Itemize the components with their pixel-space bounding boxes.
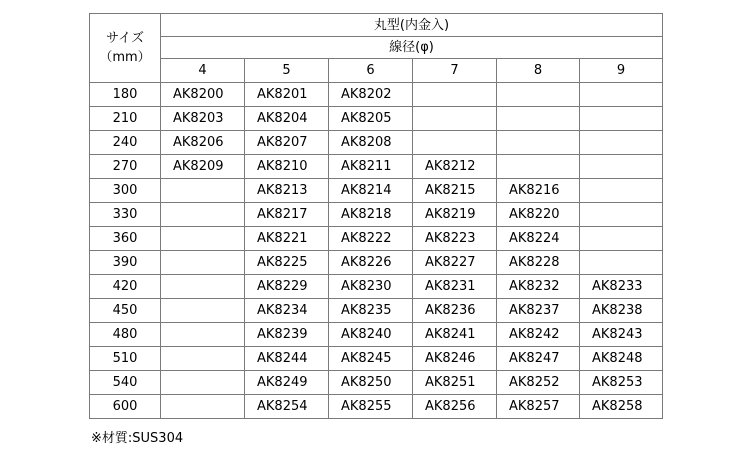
product-code-cell: AK8215 (413, 179, 497, 203)
product-code-cell (497, 155, 580, 179)
size-cell: 270 (90, 155, 161, 179)
diameter-header: 5 (245, 59, 329, 83)
product-code-cell: AK8208 (329, 131, 413, 155)
product-code-cell (161, 299, 245, 323)
table-row (90, 179, 663, 203)
product-code-cell (161, 347, 245, 371)
size-cell: 540 (90, 371, 161, 395)
product-code-cell: AK8227 (413, 251, 497, 275)
product-code-cell: AK8204 (245, 107, 329, 131)
product-code-cell: AK8241 (413, 323, 497, 347)
table-row (90, 83, 663, 107)
product-code-cell: AK8217 (245, 203, 329, 227)
product-code-cell (413, 131, 497, 155)
product-code-cell (497, 107, 580, 131)
table-row (90, 395, 663, 419)
header-row-group (90, 14, 663, 37)
diameter-header: 8 (497, 59, 580, 83)
header-row-sub (90, 37, 663, 59)
table-row (90, 251, 663, 275)
product-code-cell: AK8212 (413, 155, 497, 179)
product-code-cell: AK8222 (329, 227, 413, 251)
product-code-cell: AK8228 (497, 251, 580, 275)
product-code-cell: AK8231 (413, 275, 497, 299)
header-row-diameters (90, 59, 663, 83)
product-code-cell: AK8239 (245, 323, 329, 347)
size-cell: 330 (90, 203, 161, 227)
product-code-cell: AK8225 (245, 251, 329, 275)
spec-table (89, 13, 663, 419)
product-code-cell (580, 251, 663, 275)
product-code-cell: AK8237 (497, 299, 580, 323)
table-row (90, 131, 663, 155)
diameter-header: 6 (329, 59, 413, 83)
group-title: 丸型(内金入) (161, 14, 663, 37)
product-code-cell (413, 107, 497, 131)
product-code-cell: AK8205 (329, 107, 413, 131)
product-code-cell: AK8250 (329, 371, 413, 395)
product-code-cell: AK8252 (497, 371, 580, 395)
product-code-cell: AK8248 (580, 347, 663, 371)
size-cell: 300 (90, 179, 161, 203)
product-code-cell: AK8243 (580, 323, 663, 347)
size-cell: 360 (90, 227, 161, 251)
product-code-cell (161, 251, 245, 275)
table-row (90, 275, 663, 299)
product-code-cell: AK8234 (245, 299, 329, 323)
size-cell: 480 (90, 323, 161, 347)
diameter-header: 7 (413, 59, 497, 83)
product-code-cell (161, 323, 245, 347)
size-cell: 210 (90, 107, 161, 131)
size-cell: 390 (90, 251, 161, 275)
product-code-cell: AK8238 (580, 299, 663, 323)
product-code-cell (161, 395, 245, 419)
size-cell: 600 (90, 395, 161, 419)
product-code-cell: AK8210 (245, 155, 329, 179)
product-code-cell (161, 275, 245, 299)
product-code-cell: AK8214 (329, 179, 413, 203)
product-code-cell (580, 155, 663, 179)
product-code-cell: AK8226 (329, 251, 413, 275)
product-code-cell (161, 371, 245, 395)
product-code-cell: AK8230 (329, 275, 413, 299)
table-row (90, 371, 663, 395)
product-code-cell (161, 203, 245, 227)
product-code-cell: AK8249 (245, 371, 329, 395)
product-code-cell: AK8256 (413, 395, 497, 419)
table-row (90, 299, 663, 323)
table-row (90, 155, 663, 179)
product-code-cell: AK8242 (497, 323, 580, 347)
product-code-cell (497, 131, 580, 155)
product-code-cell: AK8223 (413, 227, 497, 251)
product-code-cell (413, 83, 497, 107)
table-row (90, 107, 663, 131)
product-code-cell: AK8233 (580, 275, 663, 299)
product-code-cell (580, 203, 663, 227)
size-label: サイズ (106, 31, 144, 46)
size-cell: 180 (90, 83, 161, 107)
product-code-cell: AK8220 (497, 203, 580, 227)
product-code-cell: AK8201 (245, 83, 329, 107)
material-note: ※材質:SUS304 (91, 431, 184, 446)
product-code-cell: AK8200 (161, 83, 245, 107)
product-code-cell: AK8224 (497, 227, 580, 251)
product-code-cell: AK8255 (329, 395, 413, 419)
product-code-cell: AK8257 (497, 395, 580, 419)
product-code-cell: AK8209 (161, 155, 245, 179)
size-cell: 240 (90, 131, 161, 155)
product-code-cell: AK8221 (245, 227, 329, 251)
product-code-cell: AK8235 (329, 299, 413, 323)
product-code-cell: AK8211 (329, 155, 413, 179)
product-code-cell (580, 179, 663, 203)
product-code-cell: AK8202 (329, 83, 413, 107)
product-code-cell (580, 83, 663, 107)
table-row (90, 227, 663, 251)
size-cell: 510 (90, 347, 161, 371)
product-code-cell: AK8240 (329, 323, 413, 347)
product-code-cell: AK8203 (161, 107, 245, 131)
product-code-cell: AK8251 (413, 371, 497, 395)
product-code-cell: AK8232 (497, 275, 580, 299)
table-row (90, 323, 663, 347)
product-code-cell: AK8206 (161, 131, 245, 155)
product-code-cell (161, 227, 245, 251)
size-cell: 450 (90, 299, 161, 323)
table-row (90, 347, 663, 371)
product-code-cell: AK8229 (245, 275, 329, 299)
size-unit: （mm） (99, 50, 151, 65)
product-code-cell: AK8216 (497, 179, 580, 203)
product-code-cell: AK8218 (329, 203, 413, 227)
product-code-cell (161, 179, 245, 203)
table-body (90, 83, 663, 419)
product-code-cell: AK8207 (245, 131, 329, 155)
product-code-cell: AK8219 (413, 203, 497, 227)
product-code-cell: AK8246 (413, 347, 497, 371)
product-code-cell (580, 227, 663, 251)
product-code-cell (497, 83, 580, 107)
product-code-cell: AK8258 (580, 395, 663, 419)
sub-title: 線径(φ) (161, 37, 663, 59)
size-cell: 420 (90, 275, 161, 299)
product-code-cell: AK8247 (497, 347, 580, 371)
product-code-cell: AK8245 (329, 347, 413, 371)
product-code-cell: AK8236 (413, 299, 497, 323)
product-code-cell (580, 107, 663, 131)
product-code-cell (580, 131, 663, 155)
table-row (90, 203, 663, 227)
product-code-cell: AK8213 (245, 179, 329, 203)
product-code-cell: AK8253 (580, 371, 663, 395)
product-code-cell: AK8244 (245, 347, 329, 371)
product-code-cell: AK8254 (245, 395, 329, 419)
diameter-header: 9 (580, 59, 663, 83)
diameter-header: 4 (161, 59, 245, 83)
size-header-cell (90, 14, 161, 83)
